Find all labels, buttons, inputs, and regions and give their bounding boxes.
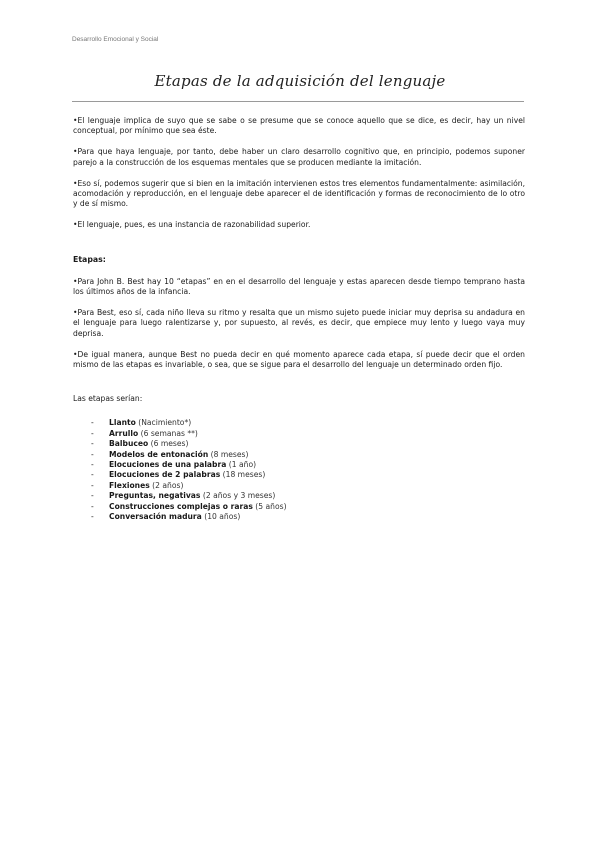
list-dash: -: [91, 449, 94, 459]
title-divider: [72, 101, 524, 102]
stage-age: (1 año): [226, 460, 257, 470]
document-body: [73, 116, 525, 523]
list-item: [73, 418, 525, 428]
stage-name: Flexiones: [109, 480, 150, 490]
stage-age: (Nacimiento*): [135, 418, 192, 428]
stage-age: (18 meses): [220, 470, 266, 480]
list-item: [73, 439, 525, 449]
stage-age: (10 años): [201, 512, 241, 522]
list-item: [73, 460, 525, 470]
list-item: [73, 512, 525, 522]
section-heading-etapas: Etapas:: [73, 254, 106, 264]
list-item: [73, 491, 525, 501]
stages-paragraph-1: •Para John B. Best hay 10 “etapas” en en el desarrollo del lenguaje y estas aparecen desde tiempo temprano hasta los últimos años de la infancia.: [73, 276, 525, 297]
list-dash: -: [91, 512, 94, 522]
stage-name: Construcciones complejas o raras: [109, 501, 253, 511]
list-item: [73, 502, 525, 512]
stage-age: (5 años): [252, 501, 287, 511]
list-dash: -: [91, 439, 94, 449]
stage-age: (6 semanas **): [138, 428, 198, 438]
stage-name: Llanto: [109, 418, 136, 428]
stages-paragraph-2: •Para Best, eso sí, cada niño lleva su ritmo y resalta que un mismo sujeto puede iniciar muy deprisa su andadura en el lenguaje para luego ralentizarse y, por supuesto, al revés, es decir, que empiece muy lento y luego vaya muy deprisa.: [73, 308, 525, 338]
stage-name: Elocuciones de una palabra: [109, 460, 227, 470]
list-item: [73, 450, 525, 460]
stages-list-intro: Las etapas serían:: [73, 394, 143, 404]
stage-age: (8 meses): [208, 449, 249, 459]
stage-name: Modelos de entonación: [109, 449, 209, 459]
list-dash: -: [91, 418, 94, 428]
intro-paragraph-2: •Para que haya lenguaje, por tanto, debe haber un claro desarrollo cognitivo que, en principio, podemos suponer parejo a la construcción de los esquemas mentales que se producen mediante la imitación.: [73, 147, 525, 167]
list-item: [73, 429, 525, 439]
list-dash: -: [91, 480, 94, 490]
list-dash: -: [91, 470, 94, 480]
intro-paragraph-1: •El lenguaje implica de suyo que se sabe o se presume que se conoce aquello que se dice, es decir, hay un nivel conceptual, por mínimo que sea éste.: [73, 116, 525, 136]
stage-age: (2 años y 3 meses): [200, 491, 276, 501]
intro-paragraph-4: •El lenguaje, pues, es una instancia de razonabilidad superior.: [73, 220, 311, 230]
list-item: [73, 481, 525, 491]
stage-age: (2 años): [149, 480, 184, 490]
stage-age: (6 meses): [148, 439, 189, 449]
stage-name: Balbuceo: [109, 439, 149, 449]
list-dash: -: [91, 501, 94, 511]
intro-paragraph-3: •Eso sí, podemos sugerir que si bien en la imitación intervienen estos tres elementos fundamentalmente: asimilación, acomodación y reproducción, en el lenguaje debe aparecer el de identificación y formas de reconocimiento de lo otro y de sí mismo.: [73, 178, 525, 209]
list-item: [73, 470, 525, 480]
list-dash: -: [91, 428, 94, 438]
list-dash: -: [91, 491, 94, 501]
stages-list: [73, 418, 525, 522]
stages-paragraph-3: •De igual manera, aunque Best no pueda decir en qué momento aparece cada etapa, sí puede decir que el orden mismo de las etapas es invariable, o sea, que se sigue para el desarrollo del lenguaje un determinado orden fijo.: [73, 349, 525, 370]
stage-name: Elocuciones de 2 palabras: [109, 470, 221, 480]
page-header-label: Desarrollo Emocional y Social: [72, 36, 159, 43]
document-title: Etapas de la adquisición del lenguaje: [154, 72, 446, 90]
stage-name: Preguntas, negativas: [109, 491, 201, 501]
stage-name: Conversación madura: [109, 512, 202, 522]
list-dash: -: [91, 460, 94, 470]
stage-name: Arrullo: [109, 428, 139, 438]
